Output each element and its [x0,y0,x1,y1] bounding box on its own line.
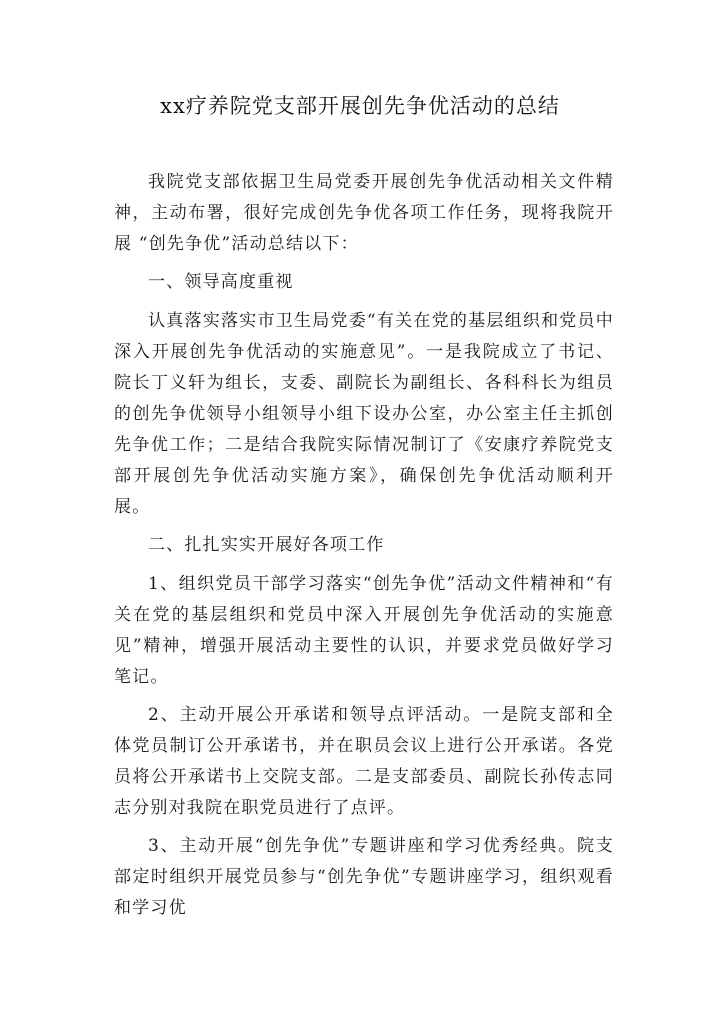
paragraph-item-3: 3、主动开展“创先争优”专题讲座和学习优秀经典。院支部定时组织开展党员参与“创先争优”专题讲座学习，组织观看和学习优 [114,836,614,918]
section-heading-1: 一、领导高度重视 [148,272,294,292]
section-heading-2: 二、扎扎实实开展好各项工作 [148,535,385,555]
paragraph-intro: 我院党支部依据卫生局党委开展创先争优活动相关文件精神，主动布署，很好完成创先争优各项工作任务，现将我院开展 “创先争优”活动总结以下： [114,172,614,254]
paragraph-item-1: 1、组织党员干部学习落实“创先争优”活动文件精神和“有关在党的基层组织和党员中深入开展创先争优活动的实施意见”精神，增强开展活动主要性的认识，并要求党员做好学习笔记。 [114,574,614,687]
document-body [114,167,614,931]
paragraph-leadership: 认真落实落实市卫生局党委“有关在党的基层组织和党员中深入开展创先争优活动的实施意见”。一是我院成立了书记、院长丁义轩为组长，支委、副院长为副组长、各科科长为组员的创先争优领导小组领导小组下设办公室，办公室主任主抓创先争优工作；二是结合我院实际情况制订了《安康疗养院党支部开展创先争优活动实施方案》，确保创先争优活动顺利开展。 [114,311,614,517]
paragraph-item-2: 2、主动开展公开承诺和领导点评活动。一是院支部和全体党员制订公开承诺书，并在职员会议上进行公开承诺。各党员将公开承诺书上交院支部。二是支部委员、副院长孙传志同志分别对我院在职党员进行了点评。 [114,705,614,818]
document-title: xx疗养院党支部开展创先争优活动的总结 [160,94,560,118]
